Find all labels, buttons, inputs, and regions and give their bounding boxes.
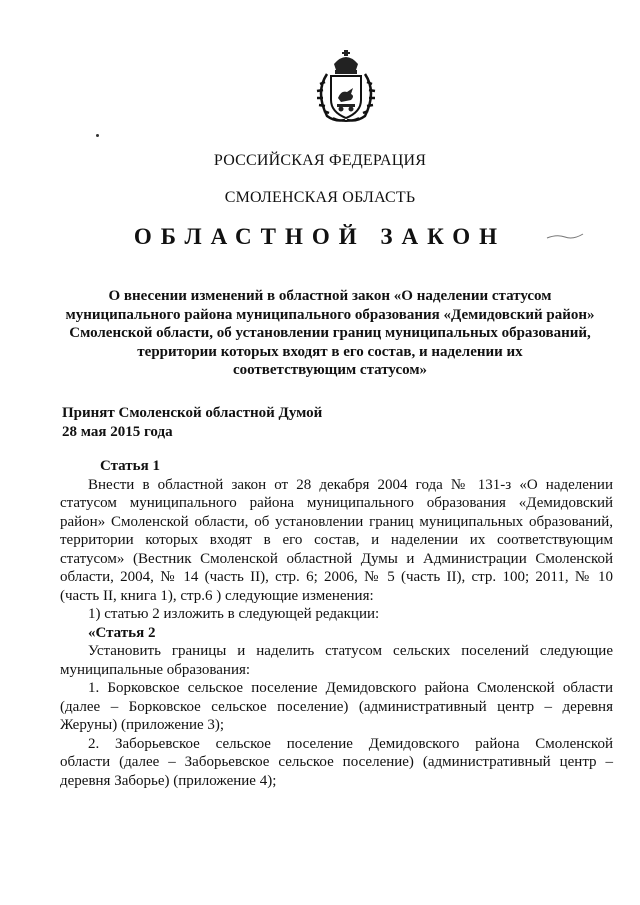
article-1-line: территории которых входят в его состав, и наделении их соответствующим (60, 532, 613, 548)
article-1-line: район» Смоленской области, об установлении границ муниципальных образований, (60, 513, 613, 530)
pen-mark (545, 228, 585, 242)
adopted-by: Принят Смоленской областной Думой (62, 405, 323, 421)
article-1-item-1: 1) статью 2 изложить в следующей редакции: (88, 606, 380, 622)
header-region: СМОЛЕНСКАЯ ОБЛАСТЬ (224, 189, 416, 206)
subject-line: соответствующим статусом» (232, 362, 428, 378)
article-2-item-1-line: 1. Борковское сельское поселение Демидовского района Смоленской области (88, 680, 613, 696)
article-2-item-2-line: области (далее – Заборьевское сельское поселение) (административный центр – (60, 754, 613, 770)
article-1-line: области, 2004, № 14 (часть II), стр. 6; 2006, № 5 (часть II), стр. 100; 2011, № 10 (60, 569, 613, 585)
article-2-heading: «Статья 2 (88, 624, 156, 641)
subject-line: муниципального района муниципального образования «Демидовский район» (65, 306, 595, 323)
scan-speck (96, 134, 99, 137)
law-subject (60, 287, 600, 380)
article-2-item-1-line: (далее – Борковское сельское поселение) (административный центр – деревня (60, 698, 613, 715)
article-1-line: (часть II, книга 1), стр.6 ) следующие изменения: (60, 587, 374, 604)
law-title: ОБЛАСТНОЙ ЗАКОН (133, 224, 507, 249)
article-1-heading: Статья 1 (100, 458, 160, 474)
law-body (60, 457, 613, 790)
article-1-line: Внести в областной закон от 28 декабря 2004 года № 131-з «О наделении (88, 476, 613, 493)
article-2-intro-line: муниципальные образования: (60, 661, 251, 678)
article-2-intro-line: Установить границы и наделить статусом сельских поселений следующие (88, 643, 613, 659)
adoption-info (62, 404, 322, 442)
article-2-item-2-line: 2. Заборьевское сельское поселение Демидовского района Смоленской (88, 735, 613, 752)
article-2-item-2-line: деревня Заборье) (приложение 4); (60, 772, 277, 789)
subject-line: территории которых входят в его состав, и наделении их (137, 343, 523, 360)
adopted-date: 28 мая 2015 года (62, 424, 173, 440)
article-2-item-1-line: Жеруны) (приложение 3); (60, 717, 225, 733)
subject-line: Смоленской области, об установлении границ муниципальных образований, (69, 325, 591, 341)
article-1-line: статусом» (Вестник Смоленской областной Думы и Администрации Смоленской (60, 550, 613, 567)
header-federation: РОССИЙСКАЯ ФЕДЕРАЦИЯ (213, 152, 427, 169)
subject-line: О внесении изменений в областной закон «О наделении статусом (108, 288, 552, 304)
coat-of-arms-emblem (305, 48, 387, 124)
article-1-line: статусом муниципального района муниципального образования «Демидовский (60, 495, 613, 511)
